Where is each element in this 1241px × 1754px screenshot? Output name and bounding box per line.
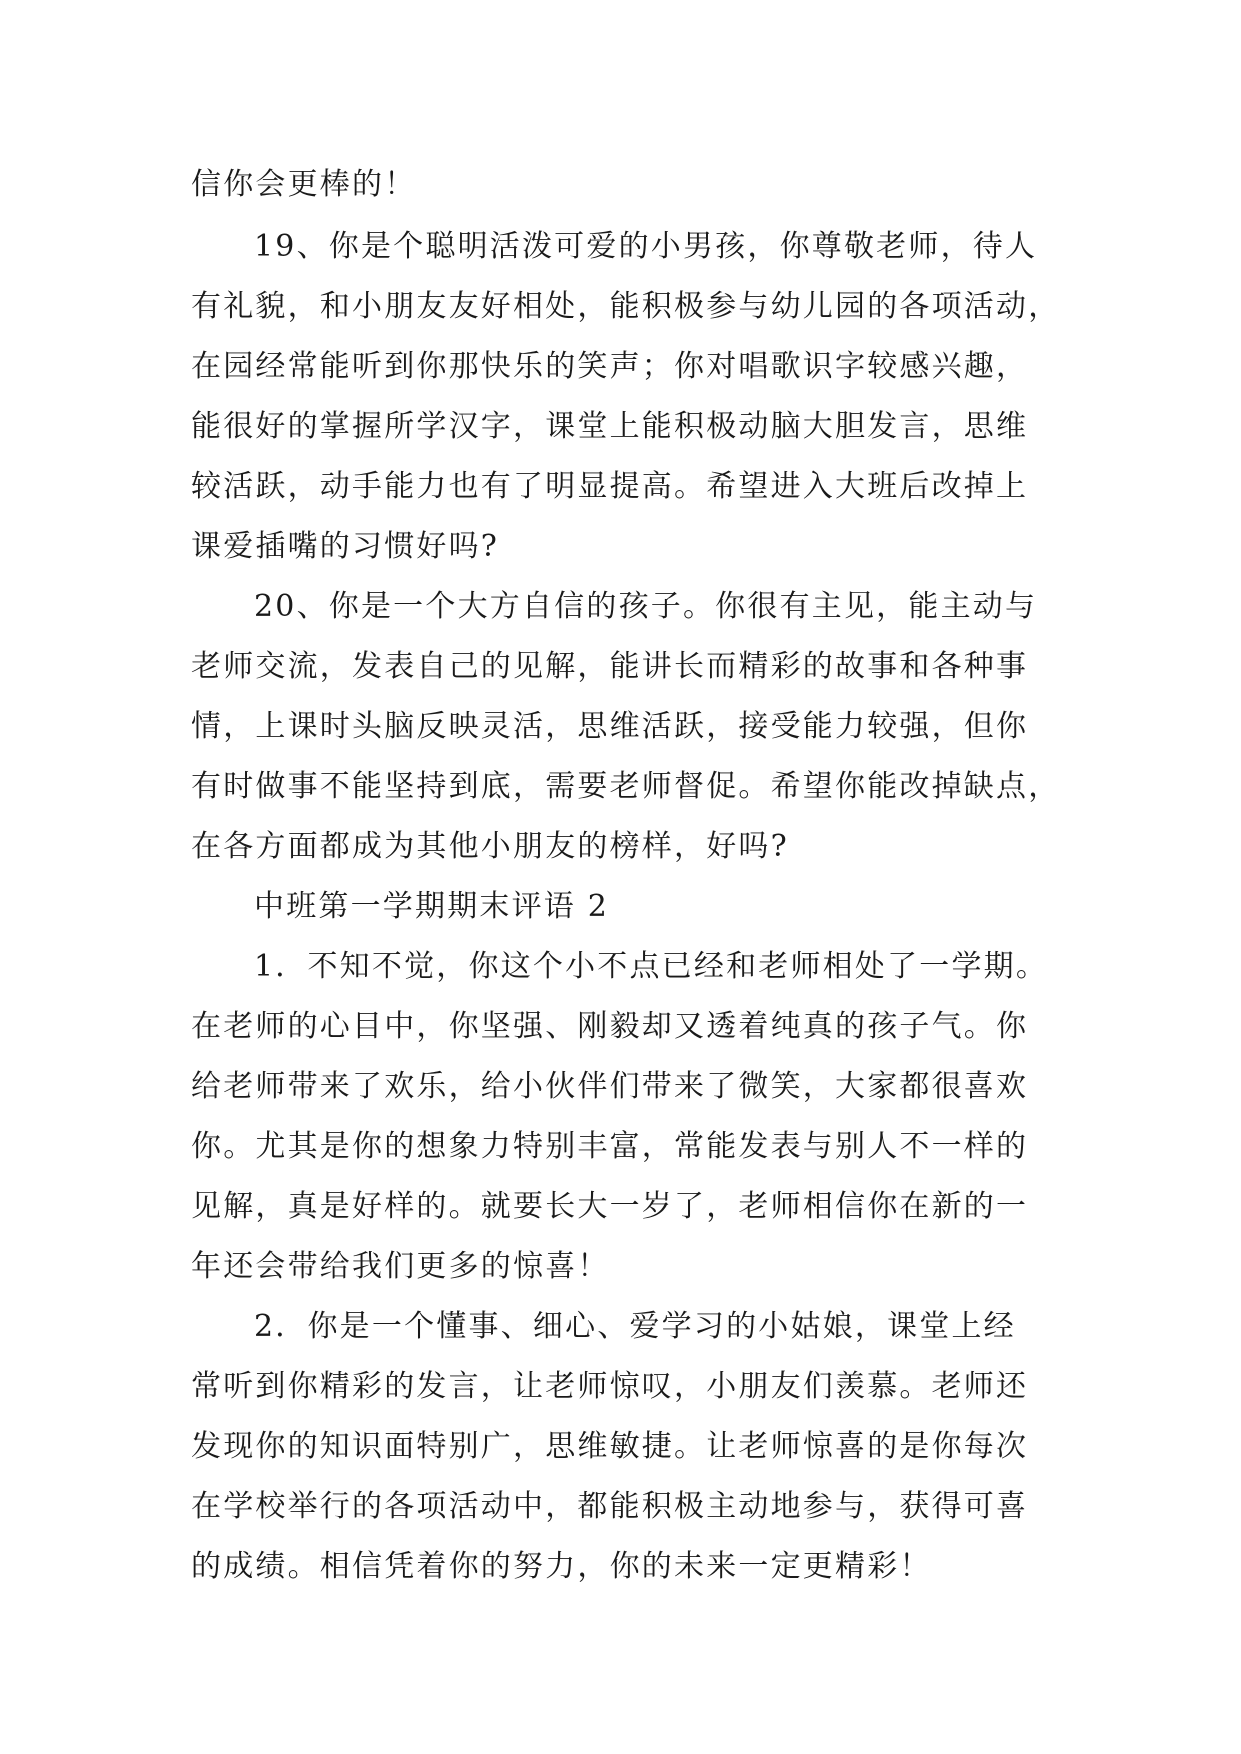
paragraph-1-line-5: 见解，真是好样的。就要长大一岁了，老师相信你在新的一 bbox=[191, 1189, 1029, 1224]
paragraph-2-line-1: 2．你是一个懂事、细心、爱学习的小姑娘，课堂上经 bbox=[254, 1309, 1016, 1344]
paragraph-2-line-3: 发现你的知识面特别广，思维敏捷。让老师惊喜的是你每次 bbox=[191, 1429, 1029, 1464]
paragraph-18-end-line: 信你会更棒的！ bbox=[191, 167, 417, 202]
paragraph-19-line-1: 19、你是个聪明活泼可爱的小男孩，你尊敬老师，待人 bbox=[254, 229, 1038, 264]
paragraph-19-line-6: 课爱插嘴的习惯好吗? bbox=[191, 529, 500, 564]
paragraph-2-line-4: 在学校举行的各项活动中，都能积极主动地参与，获得可喜 bbox=[191, 1489, 1029, 1524]
paragraph-1-line-3: 给老师带来了欢乐，给小伙伴们带来了微笑，大家都很喜欢 bbox=[191, 1069, 1029, 1104]
paragraph-19-line-4: 能很好的掌握所学汉字，课堂上能积极动脑大胆发言，思维 bbox=[191, 409, 1029, 444]
paragraph-20-line-5: 在各方面都成为其他小朋友的榜样，好吗? bbox=[191, 829, 789, 864]
paragraph-20-line-3: 情，上课时头脑反映灵活，思维活跃，接受能力较强，但你 bbox=[191, 709, 1029, 744]
section-heading: 中班第一学期期末评语 2 bbox=[254, 889, 610, 924]
paragraph-2-line-5: 的成绩。相信凭着你的努力，你的未来一定更精彩！ bbox=[191, 1549, 932, 1584]
paragraph-20-line-1: 20、你是一个大方自信的孩子。你很有主见，能主动与 bbox=[254, 589, 1038, 624]
paragraph-1-line-6: 年还会带给我们更多的惊喜！ bbox=[191, 1249, 610, 1284]
paragraph-1-line-1: 1．不知不觉，你这个小不点已经和老师相处了一学期。 bbox=[254, 949, 1049, 984]
paragraph-2-line-2: 常听到你精彩的发言，让老师惊叹，小朋友们羡慕。老师还 bbox=[191, 1369, 1029, 1404]
paragraph-19-line-3: 在园经常能听到你那快乐的笑声；你对唱歌识字较感兴趣， bbox=[191, 349, 1029, 384]
paragraph-20-line-4: 有时做事不能坚持到底，需要老师督促。希望你能改掉缺点， bbox=[191, 769, 1061, 804]
paragraph-19-line-5: 较活跃，动手能力也有了明显提高。希望进入大班后改掉上 bbox=[191, 469, 1029, 504]
paragraph-20-line-2: 老师交流，发表自己的见解，能讲长而精彩的故事和各种事 bbox=[191, 649, 1029, 684]
paragraph-1-line-2: 在老师的心目中，你坚强、刚毅却又透着纯真的孩子气。你 bbox=[191, 1009, 1029, 1044]
paragraph-19-line-2: 有礼貌，和小朋友友好相处，能积极参与幼儿园的各项活动， bbox=[191, 289, 1061, 324]
paragraph-1-line-4: 你。尤其是你的想象力特别丰富，常能发表与别人不一样的 bbox=[191, 1129, 1029, 1164]
